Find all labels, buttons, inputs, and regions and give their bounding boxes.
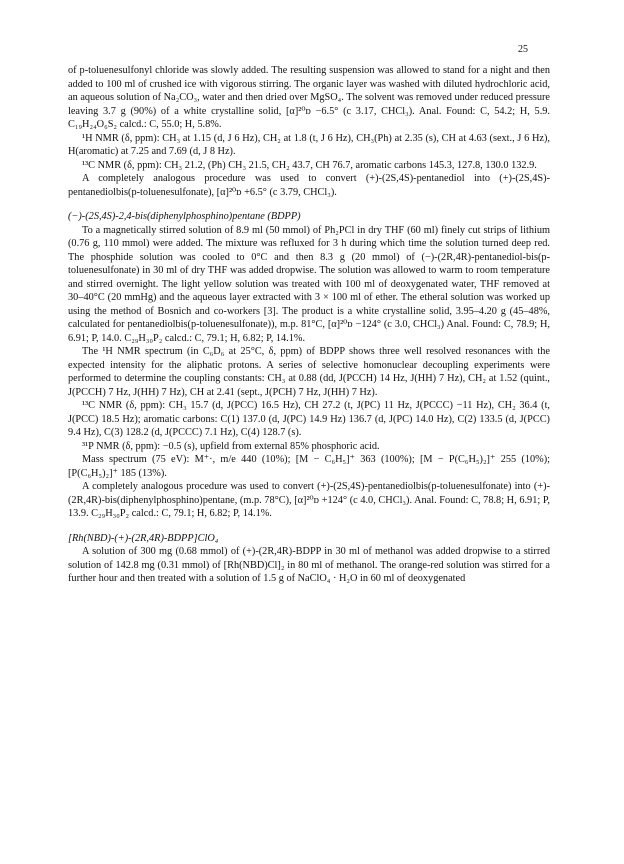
paragraph: To a magnetically stirred solution of 8.9 ml (50 mmol) of Ph₂PCl in dry THF (60 ml) finely cut strips of lithium (0.76 g, 110 mmol) were added. The mixture was refluxed for 3 h during which time the solution turned deep red. The phosphide solution was cooled to 0°C and then 8.3 g (20 mmol) of (−)-(2R,4R)-pentanediol-bis(p-toluenesulfonate) in 30 ml of dry THF was added dropwise. The solution was allowed to warm to room temperature and stirred overnight. The light yellow solution was treated with 100 ml of deoxygenated water, THF removed at 30–40°C (20 mmHg) and the aqueous layer extracted with 3 × 100 ml of ether. The etheral solution was worked up using the method of Bosnich and co-workers [3]. The product is a white crystalline solid, 3.95–4.20 g (45–48%, calculated for pentanediolbis(p-toluenesulfonate)), m.p. 81°C, [α]²⁰ᴅ −124° (c 3.0, CHCl₃) Anal. Found: C, 78.9; H, 6.91; P, 14.0. C₂₉H₃₀P₂ calcd.: C, 79.1; H, 6.82; P, 14.1%. [68,224,550,344]
section-heading: [Rh(NBD)-(+)-(2R,4R)-BDPP]ClO₄ [68,532,219,544]
paragraph: Mass spectrum (75 eV): M⁺·, m/e 440 (10%); [M − C₆H₅]⁺ 363 (100%); [M − P(C₆H₅)₂]⁺ 255 (10%); [P(C₆H₅)₂]⁺ 185 (13%). [68,454,550,479]
paragraph: ¹H NMR (δ, ppm): CH₃ at 1.15 (d, J 6 Hz), CH₂ at 1.8 (t, J 6 Hz), CH₃(Ph) at 2.35 (s), CH at 4.63 (sext., J 6 Hz), H(aromatic) at 7.25 and 7.69 (d, J 8 Hz). [68,132,550,157]
paragraph: A solution of 300 mg (0.68 mmol) of (+)-(2R,4R)-BDPP in 30 ml of methanol was added dropwise to a stirred solution of 142.8 mg (0.31 mmol) of [Rh(NBD)Cl]₂ in 80 ml of methanol. The orange-red solution was stirred for a further hour and then treated with a solution of 1.5 g of NaClO₄ · H₂O in 60 ml of deoxygenated [68,546,550,584]
section-heading: (−)-(2S,4S)-2,4-bis(diphenylphosphino)pentane (BDPP) [68,211,301,222]
paragraph: ³¹P NMR (δ, ppm): −0.5 (s), upfield from external 85% phosphoric acid. [82,440,380,452]
page-number: 25 [518,44,528,55]
paragraph: ¹³C NMR (δ, ppm): CH₃ 21.2, (Ph) CH₃ 21.5, CH₂ 43.7, CH 76.7, aromatic carbons 145.3, 127.8, 130.0 132.9. [82,159,537,171]
paragraph: of p-toluenesulfonyl chloride was slowly added. The resulting suspension was allowed to stand for a night and then added to 100 ml of crushed ice with vigorous stirring. The organic layer was washed with diluted hydrochloric acid, an aqueous solution of Na₂CO₃, water and then dried over MgSO₄. The solvent was removed under reduced pressure leaving 3.7 g (90%) of a white crystalline solid, [α]²⁰ᴅ −6.5° (c 3.17, CHCl₃). Anal. Found: C, 54.2; H, 5.9. C₁₉H₂₄O₆S₂ calcd.: C, 55.0; H, 5.8%. [68,65,550,130]
paragraph: The ¹H NMR spectrum (in C₆D₆ at 25°C, δ, ppm) of BDPP shows three well resolved resonances with the expected intensity for the aliphatic protons. A series of selective homonuclear decoupling experiments were performed to determine the coupling constants: CH₃ at 0.88 (dd, J(PCCH) 14 Hz, J(HH) 7 Hz), CH₂ at 1.52 (quint., J(PCCH) 7 Hz, J(HH) 7 Hz), CH at 2.41 (sept., J(PCH) 7 Hz, J(HH) 7 Hz). [68,346,550,398]
paragraph: A completely analogous procedure was used to convert (+)-(2S,4S)-pentanediol into (+)-(2S,4S)-pentanediolbis(p-toluenesulfonate), [α]²⁰ᴅ +6.5° (c 3.79, CHCl₃). [68,173,550,198]
paragraph: A completely analogous procedure was used to convert (+)-(2S,4S)-pentanediolbis(p-toluenesulfonate) into (+)-(2R,4R)-bis(diphenylphosphino)pentane, (m.p. 78°C), [α]²⁰ᴅ +124° (c 4.0, CHCl₃). Anal. Found: C, 78.8; H, 6.91; P, 13.9. C₂₉H₃₀P₂ calcd.: C, 79.1; H, 6.82; P, 14.1%. [68,481,550,519]
article-body [68,64,550,586]
paragraph: ¹³C NMR (δ, ppm): CH₃ 15.7 (d, J(PCC) 16.5 Hz), CH 27.2 (t, J(PC) 11 Hz, J(PCCC) −11 Hz), CH₂ 36.4 (t, J(PCC) 18.5 Hz); aromatic carbons: C(1) 137.0 (d, J(PC) 14.9 Hz) 136.7 (d, J(PC) 14.0 Hz), C(2) 133.5 (d, J(PCC) 9.4 Hz), C(3) 128.2 (d, J(PCCC) 7.1 Hz), C(4) 128.7 (s). [68,400,550,438]
